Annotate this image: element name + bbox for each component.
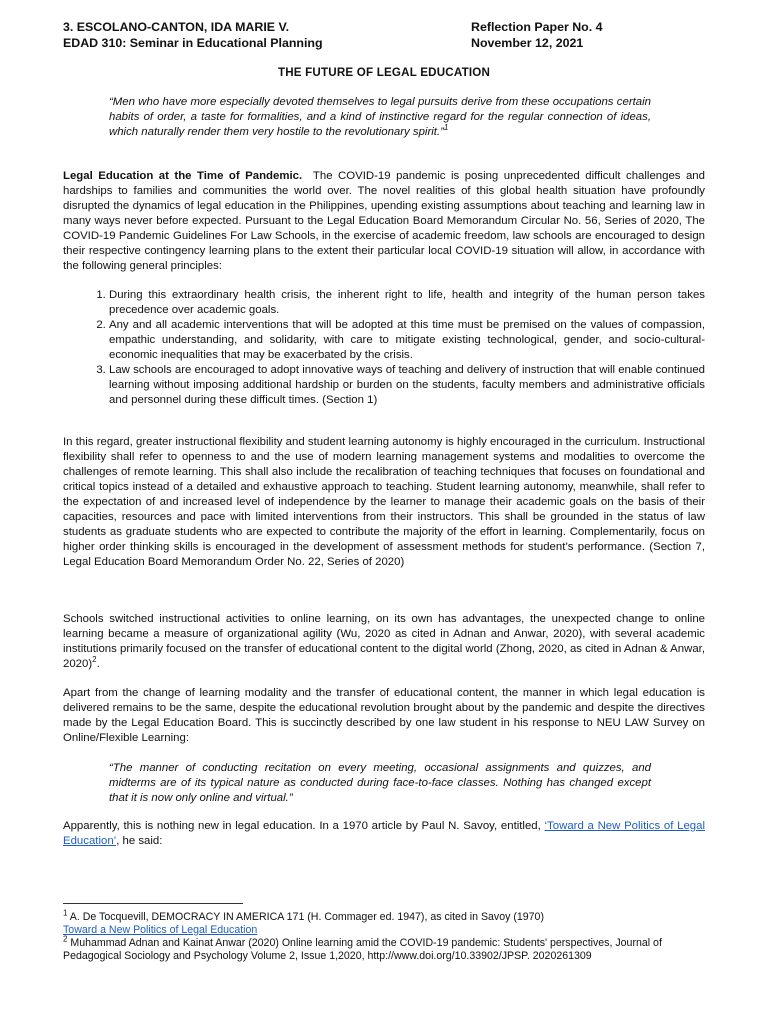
footnote-mark: 1	[63, 908, 68, 918]
footnote-divider	[63, 903, 243, 904]
course-line: EDAD 310: Seminar in Educational Planning	[63, 36, 323, 50]
epigraph-text: “Men who have more especially devoted themselves to legal pursuits derive from these occupations certain habits of order, a taste for formalities, and a kind of instinctive regard for the regular connection of ideas, which naturally render them very hostile to the revolutionary spirit.”	[109, 96, 651, 138]
paragraph-text: Schools switched instructional activities to online learning, on its own has advantages, the unexpected change to online learning became a measure of organizational agility (Wu, 2020 as cited in Adnan and Anwar, 2020), with several academic institutions primarily focused on the transfer of educational content to the digital world (Zhong, 2020, as cited in Adnan & Anwar, 2020)	[63, 613, 705, 670]
paragraph-savoy	[63, 819, 705, 849]
paragraph-flexibility: In this regard, greater instructional flexibility and student learning autonomy is highly encouraged in the curriculum. Instructional flexibility shall refer to openness to and the use of modern learning management systems and modalities to overcome the challenges of remote learning. This shall also include the recalibration of teaching techniques that focuses on foundational and critical topics instead of a detailed and exhaustive approach to teaching. Student learning autonomy, meanwhile, shall refer to the expectation of and increased level of independence by the learner to manage their academic goals on the basis of their capacities, resources and pace with limited interventions from their instructors. This shall be grounded in the status of law students as graduate students who are expected to contribute the majority of the effort in learning. Complementarily, focus on higher order thinking skills is encouraged in the development of assessment methods for student’s performance. (Section 7, Legal Education Board Memorandum Order No. 22, Series of 2020)	[63, 436, 705, 568]
footnote-mark: 2	[63, 934, 68, 944]
paper-date: November 12, 2021	[471, 36, 584, 50]
document-title: THE FUTURE OF LEGAL EDUCATION	[277, 66, 491, 79]
paragraph-delivery: Apart from the change of learning modality and the transfer of educational content, the manner in which legal education is delivered remains to be the same, despite the educational revolution brought about by the pandemic and despite the directives made by the Legal Education Board. This is succinctly described by one law student in his response to NEU LAW Survey on Online/Flexible Learning:	[63, 687, 705, 744]
article-link[interactable]: ‘Toward a New Politics of Legal Education’	[63, 820, 705, 847]
list-item: 2. Any and all academic interventions that will be adopted at this time must be premised on the values of compassion, empathic understanding, and solidarity, with care to mitigate existing technological, gender, and socio-cultural-economic inequalities that may be exacerbated by the crisis.	[109, 318, 705, 363]
epigraph-quote	[109, 95, 651, 140]
footnote-2	[63, 934, 713, 962]
section-pandemic	[63, 169, 705, 274]
section-heading: Legal Education at the Time of Pandemic.	[63, 170, 303, 182]
list-item: 3. Law schools are encouraged to adopt innovative ways of teaching and delivery of instruction that will enable continued learning without imposing additional hardship or burden on the students, faculty members and administrative officials and personnel during these difficult times. (Section 1)	[109, 363, 705, 408]
student-quote: “The manner of conducting recitation on every meeting, occasional assignments and quizzes, and midterms are of its typical nature as conducted during face-to-face classes. Nothing has changed except that it is now only online and virtual.”	[109, 762, 651, 804]
paragraph-end: , he said:	[116, 835, 163, 847]
footnote-text: A. De Tocquevill, DEMOCRACY IN AMERICA 171 (H. Commager ed. 1947), as cited in Savoy (1970)	[67, 911, 544, 923]
footnote-text: Muhammad Adnan and Kainat Anwar (2020) Online learning amid the COVID-19 pandemic: Students' perspectives, Journal of Pedagogical Sociology and Psychology Volume 2, Issue 1,2020, http://www.doi.org/10.33902/JPSP. 2020261309	[63, 937, 662, 962]
principles-list	[63, 288, 705, 408]
section-body: The COVID-19 pandemic is posing unprecedented difficult challenges and hardships to families and communities the world over. The novel realities of this global health situation have profoundly disrupted the dynamics of legal education in the Philippines, upending existing assumptions about teaching and learning law in many ways never before expected. Pursuant to the Legal Education Board Memorandum Circular No. 56, Series of 2020, The COVID-19 Pandemic Guidelines For Law Schools, in the exercise of academic freedom, law schools are encouraged to design their respective contingency learning plans to the extent their particular local COVID-19 situation will allow, in accordance with the following general principles:	[63, 170, 705, 272]
footnote-link[interactable]: Toward a New Politics of Legal Education	[63, 923, 258, 936]
paragraph-online-learning	[63, 612, 705, 672]
list-item: 1. During this extraordinary health crisis, the inherent right to life, health and integrity of the human person takes precedence over academic goals.	[109, 288, 705, 318]
paper-number: Reflection Paper No. 4	[471, 20, 603, 34]
author-line: 3. ESCOLANO-CANTON, IDA MARIE V.	[63, 20, 290, 34]
paragraph-text: Apparently, this is nothing new in legal education. In a 1970 article by Paul N. Savoy, entitled,	[63, 820, 545, 832]
footnote-ref-1[interactable]: 1	[443, 123, 449, 133]
footnote-ref-2[interactable]: 2	[92, 655, 97, 665]
paragraph-end: .	[96, 658, 100, 670]
footnote-1	[63, 908, 713, 936]
